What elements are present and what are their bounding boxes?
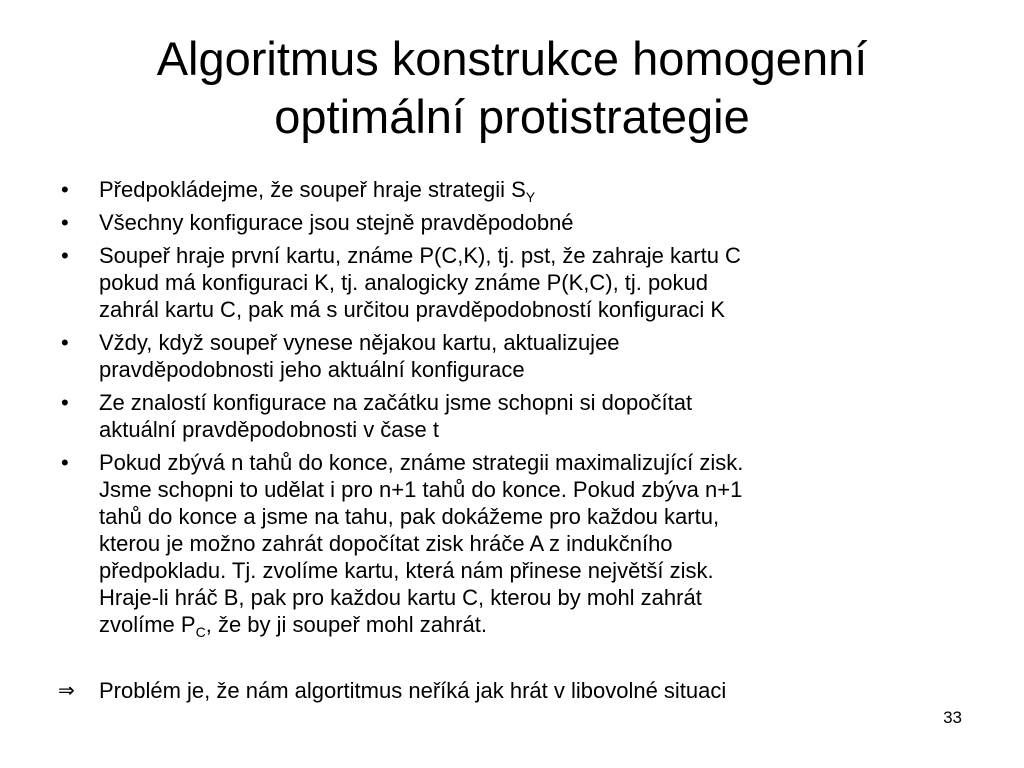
bullet-line-text: Pokud zbývá n tahů do konce, známe strategii maximalizující zisk. [99,450,744,475]
conclusion [58,677,958,704]
bullet-line-text: zahrál kartu C, pak má s určitou pravděpodobností konfiguraci K [99,297,726,322]
bullet-line-text: Předpokládejme, že soupeř hraje strategii S [99,177,526,202]
bullet-text [99,449,958,638]
bullet-line [99,503,958,530]
bullet-item [58,389,958,443]
bullet-text [99,209,958,236]
bullet-line [99,584,958,611]
bullet-item [58,209,958,236]
title-line-2: optimální protistrategie [274,90,750,143]
bullet-line-text: zvolíme P [99,612,196,637]
bullet-line [99,530,958,557]
bullet-line-text: tahů do konce a jsme na tahu, pak dokážeme pro každou kartu, [99,504,720,529]
bullet-text [99,176,958,203]
bullet-dot-icon: • [61,330,69,355]
bullet-line-text: aktuální pravděpodobnosti v čase t [99,417,440,442]
bullet-line [99,416,958,443]
bullet-line [99,242,958,269]
bullet-line [99,557,958,584]
bullet-line-text: Soupeř hraje první kartu, známe P(C,K), tj. pst, že zahraje kartu C [99,243,741,268]
bullet-text [99,329,958,383]
implies-arrow-icon: ⇒ [58,678,75,702]
bullet-dot-icon: • [61,210,69,235]
subscript: C [195,624,206,640]
bullet-line [99,449,958,476]
bullet-line [99,329,958,356]
bullet-line [99,209,958,236]
bullet-line-text: Jsme schopni to udělat i pro n+1 tahů do konce. Pokud zbýva n+1 [99,477,743,502]
bullet-line [99,356,958,383]
bullet-line-text: Vždy, když soupeř vynese nějakou kartu, aktualizujee [99,330,620,355]
bullet-line [99,611,958,638]
bullet-line [99,296,958,323]
bullet-item [58,329,958,383]
bullet-line [99,269,958,296]
bullet-dot-icon: • [61,243,69,268]
bullet-text [99,242,958,323]
bullet-dot-icon: • [61,390,69,415]
bullet-line [99,476,958,503]
bullet-line-text: Ze znalostí konfigurace na začátku jsme schopni si dopočítat [99,390,693,415]
bullet-dot-icon: • [61,450,69,475]
bullet-item [58,242,958,323]
bullet-item [58,449,958,638]
bullet-text [99,389,958,443]
bullet-list [58,176,958,644]
conclusion-text: Problém je, že nám algortitmus neříká jak hrát v libovolné situaci [99,678,727,703]
slide-title [40,30,984,146]
bullet-item [58,176,958,203]
bullet-line-text: kterou je možno zahrát dopočítat zisk hráče A z indukčního [99,531,673,556]
title-line-1: Algoritmus konstrukce homogenní [156,32,868,85]
bullet-line-text-after: , že by ji soupeř mohl zahrát. [205,612,487,637]
bullet-line-text: pokud má konfiguraci K, tj. analogicky známe P(K,C), tj. pokud [99,270,708,295]
bullet-line-text: pravděpodobnosti jeho aktuální konfigurace [99,357,525,382]
bullet-line-text: Hraje-li hráč B, pak pro každou kartu C, kterou by mohl zahrát [99,585,702,610]
bullet-line-text: Všechny konfigurace jsou stejně pravděpodobné [99,210,574,235]
bullet-dot-icon: • [61,177,69,202]
page-number: 33 [943,708,962,727]
bullet-line-text: předpokladu. Tj. zvolíme kartu, která nám přinese největší zisk. [99,558,714,583]
bullet-line [99,389,958,416]
subscript: Y [525,189,536,205]
bullet-line [99,176,958,203]
